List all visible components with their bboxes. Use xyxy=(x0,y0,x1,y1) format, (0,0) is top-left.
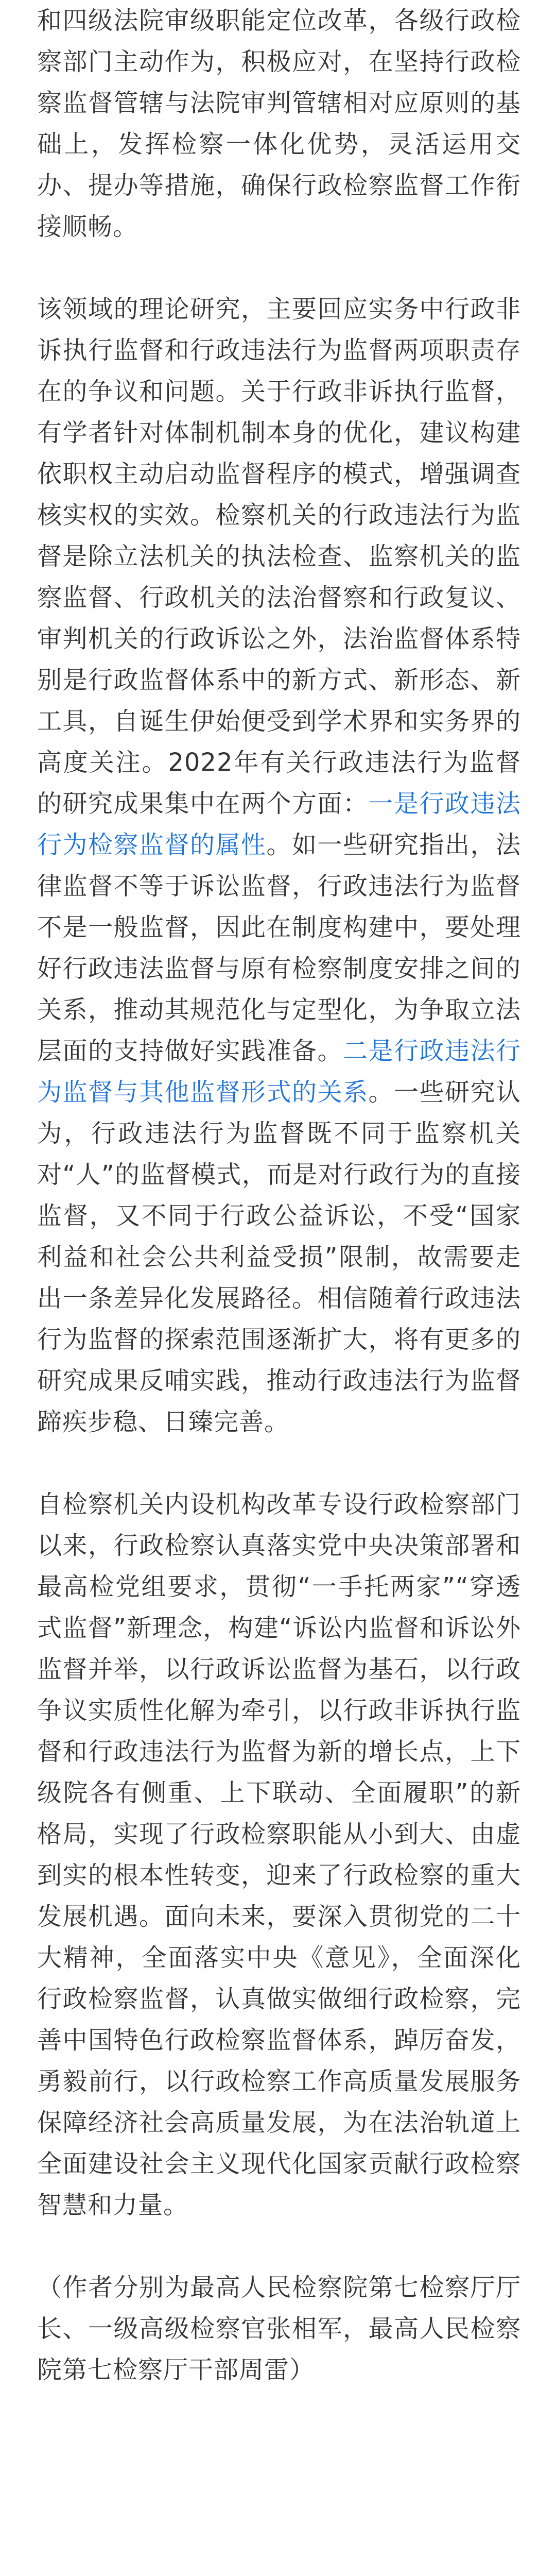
paragraph-text: 。如一些研究指出，法律监督不等于诉讼监督，行政违法行为监督不是一般监督，因此在制度构建中，要处理好行政违法监督与原有检察制度安排之间的关系，推动其规范化与定型化，为争取立法层面的支持做好实践准备。 xyxy=(37,831,521,1065)
paragraph-text: 自检察机关内设机构改革专设行政检察部门以来，行政检察认真落实党中央决策部署和最高检党组要求，贯彻“一手托两家”“穿透式监督”新理念，构建“诉讼内监督和诉讼外监督并举，以行政诉讼监督为基石，以行政争议实质性化解为牵引，以行政非诉执行监督和行政违法行为监督为新的增长点，上下级院各有侧重、上下联动、全面履职”的新格局，实现了行政检察职能从小到大、由虚到实的根本性转变，迎来了行政检察的重大发展机遇。面向未来，要深入贯彻党的二十大精神，全面落实中央《意见》，全面深化行政检察监督，认真做实做细行政检察，完善中国特色行政检察监督体系，踔厉奋发，勇毅前行，以行政检察工作高质量发展服务保障经济社会高质量发展，为在法治轨道上全面建设社会主义现代化国家贡献行政检察智慧和力量。 xyxy=(37,1490,521,2219)
paragraph-text: 该领域的理论研究，主要回应实务中行政非诉执行监督和行政违法行为监督两项职责存在的争议和问题。关于行政非诉执行监督，有学者针对体制机制本身的优化，建议构建依职权主动启动监督程序的模式，增强调查核实权的实效。检察机关的行政违法行为监督是除立法机关的执法检查、监察机关的监察监督、行政机关的法治督察和行政复议、审判机关的行政诉讼之外，法治监督体系特别是行政监督体系中的新方式、新形态、新工具，自诞生伊始便受到学术界和实务界的高度关注。2022年有关行政违法行为监督的研究成果集中在两个方面： xyxy=(37,295,521,818)
highlight-point-one: 一是行政违法行为检察监督的属性 xyxy=(37,789,521,859)
article-body xyxy=(37,0,521,2391)
paragraph-text: 和四级法院审级职能定位改革，各级行政检察部门主动作为，积极应对，在坚持行政检察监督管辖与法院审判管辖相对应原则的基础上，发挥检察一体化优势，灵活运用交办、提办等措施，确保行政检察监督工作衔接顺畅。 xyxy=(37,6,521,241)
highlight-point-two: 二是行政违法行为监督与其他监督形式的关系 xyxy=(37,1037,521,1107)
author-note-text: （作者分别为最高人民检察院第七检察厅厅长、一级高级检察官张相军，最高人民检察院第七检察厅干部周雷） xyxy=(37,2273,521,2384)
paragraph-outlook xyxy=(37,1484,521,2226)
author-note xyxy=(37,2267,521,2391)
paragraph-reform xyxy=(37,0,521,247)
paragraph-theory-research xyxy=(37,289,521,1443)
paragraph-text: 。一些研究认为，行政违法行为监督既不同于监察机关对“人”的监督模式，而是对行政行为的直接监督，又不同于行政公益诉讼，不受“国家利益和社会公共利益受损”限制，故需要走出一条差异化发展路径。相信随着行政违法行为监督的探索范围逐渐扩大，将有更多的研究成果反哺实践，推动行政违法行为监督蹄疾步稳、日臻完善。 xyxy=(37,1078,521,1436)
